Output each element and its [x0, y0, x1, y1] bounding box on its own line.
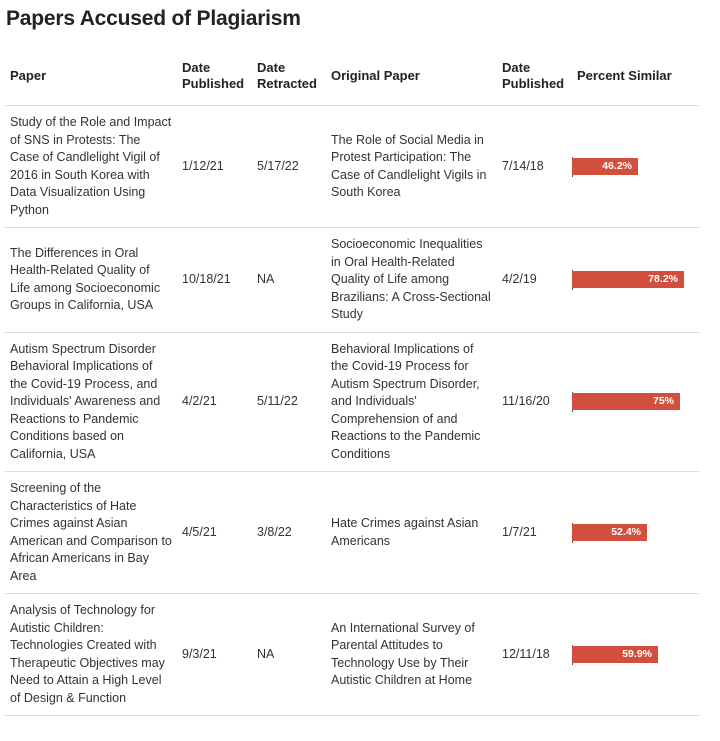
- percent-bar: 46.2%: [572, 158, 638, 175]
- header-date-retracted: Date Retracted: [252, 55, 326, 106]
- original-paper-cell: Socioeconomic Inequalities in Oral Health-Related Quality of Life among Brazilians: A Cross-Sectional Study: [326, 228, 497, 333]
- header-original-date-published: Date Published: [497, 55, 572, 106]
- date-published-cell: 4/2/21: [177, 332, 252, 472]
- original-paper-cell: An International Survey of Parental Attitudes to Technology Use by Their Autistic Children at Home: [326, 594, 497, 716]
- header-percent-similar: Percent Similar: [572, 55, 699, 106]
- date-retracted-cell: NA: [252, 594, 326, 716]
- percent-bar: 52.4%: [572, 524, 647, 541]
- header-date-published: Date Published: [177, 55, 252, 106]
- date-retracted-cell: 3/8/22: [252, 472, 326, 594]
- paper-cell: Analysis of Technology for Autistic Children: Technologies Created with Therapeutic Objectives may Need to Attain a High Level of Design & Function: [5, 594, 177, 716]
- original-date-published-cell: 1/7/21: [497, 472, 572, 594]
- chart-title: Papers Accused of Plagiarism: [6, 7, 301, 30]
- header-original-paper: Original Paper: [326, 55, 497, 106]
- original-paper-cell: Hate Crimes against Asian Americans: [326, 472, 497, 594]
- date-retracted-cell: 5/11/22: [252, 332, 326, 472]
- original-date-published-cell: 7/14/18: [497, 106, 572, 228]
- header-row: [5, 55, 699, 106]
- original-paper-cell: Behavioral Implications of the Covid-19 Process for Autism Spectrum Disorder, and Individuals' Comprehension of and Reactions to the Pandemic Conditions: [326, 332, 497, 472]
- percent-similar-cell: [572, 106, 699, 228]
- percent-bar: 75%: [572, 393, 680, 410]
- table-row: [5, 594, 699, 716]
- percent-similar-cell: [572, 472, 699, 594]
- original-date-published-cell: 4/2/19: [497, 228, 572, 333]
- date-published-cell: 9/3/21: [177, 594, 252, 716]
- paper-cell: Screening of the Characteristics of Hate Crimes against Asian American and Comparison to African Americans in Bay Area: [5, 472, 177, 594]
- paper-cell: The Differences in Oral Health-Related Quality of Life among Socioeconomic Groups in California, USA: [5, 228, 177, 333]
- paper-cell: Study of the Role and Impact of SNS in Protests: The Case of Candlelight Vigil of 2016 in South Korea with Data Visualization Using Python: [5, 106, 177, 228]
- table-row: [5, 472, 699, 594]
- table-row: [5, 332, 699, 472]
- percent-bar: 78.2%: [572, 271, 684, 288]
- original-paper-cell: The Role of Social Media in Protest Participation: The Case of Candlelight Vigils in South Korea: [326, 106, 497, 228]
- table-row: [5, 228, 699, 333]
- date-published-cell: 4/5/21: [177, 472, 252, 594]
- percent-similar-cell: [572, 332, 699, 472]
- date-published-cell: 10/18/21: [177, 228, 252, 333]
- percent-similar-cell: [572, 594, 699, 716]
- header-paper: Paper: [5, 55, 177, 106]
- date-retracted-cell: NA: [252, 228, 326, 333]
- percent-similar-cell: [572, 228, 699, 333]
- percent-bar: 59.9%: [572, 646, 658, 663]
- table-row: [5, 106, 699, 228]
- date-retracted-cell: 5/17/22: [252, 106, 326, 228]
- date-published-cell: 1/12/21: [177, 106, 252, 228]
- plagiarism-table: [5, 55, 699, 716]
- paper-cell: Autism Spectrum Disorder Behavioral Implications of the Covid-19 Process, and Individuals' Awareness and Reactions to Pandemic Conditions based on California, USA: [5, 332, 177, 472]
- original-date-published-cell: 12/11/18: [497, 594, 572, 716]
- original-date-published-cell: 11/16/20: [497, 332, 572, 472]
